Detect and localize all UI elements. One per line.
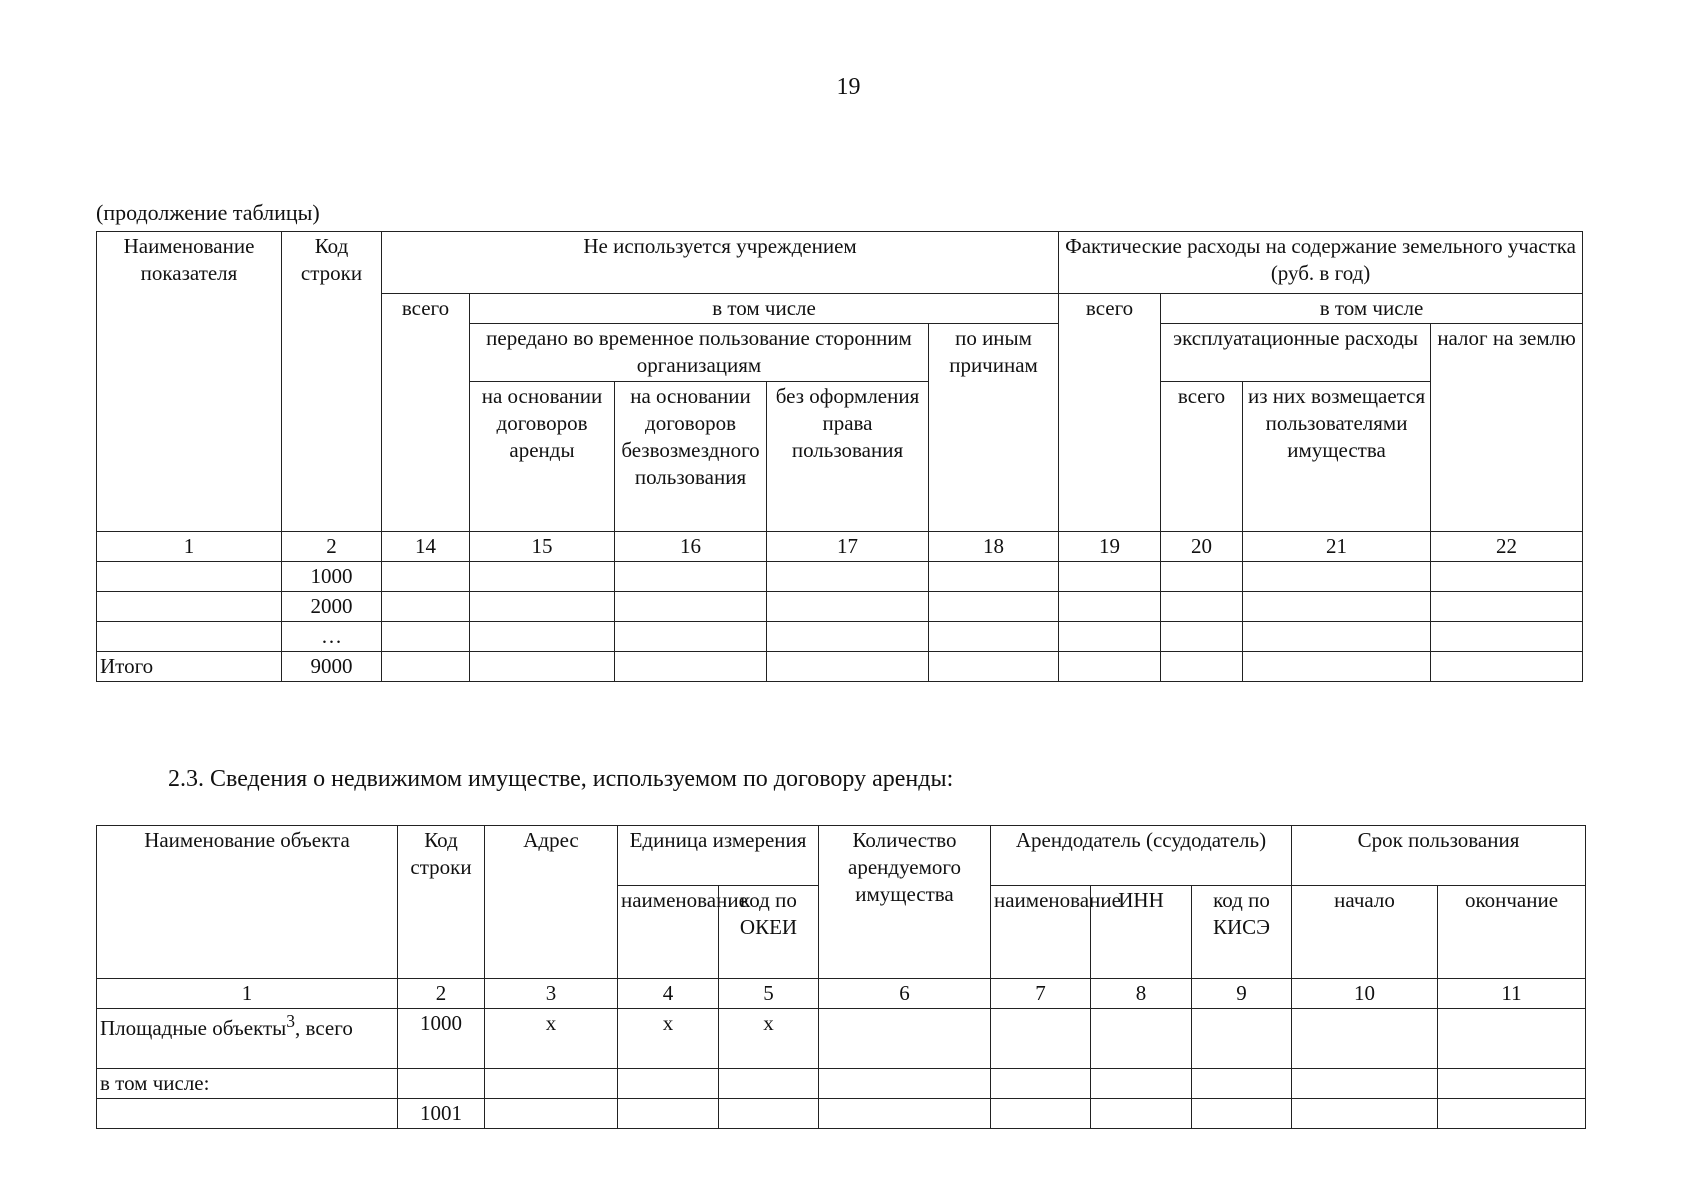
header-expenses-including: в том числе (1161, 294, 1583, 324)
page-number: 19 (836, 74, 861, 100)
header-inn: ИНН (1091, 886, 1192, 979)
header-transferred: передано во временное пользование сторонним организациям (470, 324, 929, 382)
row-name (97, 1098, 398, 1128)
header-address: Адрес (485, 826, 618, 979)
row-name-main: Площадные объекты (100, 1016, 287, 1040)
column-number: 8 (1091, 979, 1192, 1009)
row-name (97, 562, 282, 592)
header-lessor-name: наименование (991, 886, 1091, 979)
column-number: 21 (1243, 532, 1431, 562)
column-number: 7 (991, 979, 1091, 1009)
column-number: 1 (97, 532, 282, 562)
header-without-registration: без оформления права пользования (767, 382, 929, 532)
row-name (97, 1009, 398, 1069)
column-number: 11 (1438, 979, 1586, 1009)
header-unit: Единица измерения (618, 826, 819, 886)
column-number: 1 (97, 979, 398, 1009)
header-not-used: Не используется учреждением (382, 232, 1059, 294)
column-number-row (97, 979, 1586, 1009)
table-row (97, 592, 1583, 622)
header-expenses-total: всего (1059, 294, 1161, 532)
column-number: 3 (485, 979, 618, 1009)
column-number: 15 (470, 532, 615, 562)
header-land-tax: налог на землю (1431, 324, 1583, 532)
header-total: всего (382, 294, 470, 532)
header-object-name: Наименование объекта (97, 826, 398, 979)
header-quantity: Количество арендуемого имущества (819, 826, 991, 979)
row-name: в том числе: (97, 1069, 398, 1099)
unit-okei-cell: х (719, 1009, 819, 1069)
header-operating-total: всего (1161, 382, 1243, 532)
column-number: 4 (618, 979, 719, 1009)
table-row (97, 1098, 1586, 1128)
column-number: 6 (819, 979, 991, 1009)
column-number: 18 (929, 532, 1059, 562)
row-code: 2000 (282, 592, 382, 622)
header-indicator-name: Наименование показателя (97, 232, 282, 532)
row-name: Итого (97, 652, 282, 682)
section-title: 2.3. Сведения о недвижимом имуществе, используемом по договору аренды: (168, 766, 954, 792)
table-row (97, 1069, 1586, 1099)
column-number: 20 (1161, 532, 1243, 562)
header-including: в том числе (470, 294, 1059, 324)
table-row (97, 622, 1583, 652)
unit-name-cell: х (618, 1009, 719, 1069)
row-code: 9000 (282, 652, 382, 682)
column-number: 17 (767, 532, 929, 562)
column-number: 9 (1192, 979, 1292, 1009)
header-unit-okei: код по ОКЕИ (719, 886, 819, 979)
land-plot-table (96, 231, 1583, 682)
header-operating-expenses: эксплуатационные расходы (1161, 324, 1431, 382)
header-unit-name: наименование (618, 886, 719, 979)
footnote-mark: 3 (286, 1011, 296, 1031)
header-reimbursed: из них возмещается пользователями имущества (1243, 382, 1431, 532)
header-row-code: Код строки (398, 826, 485, 979)
row-code: 1001 (398, 1098, 485, 1128)
row-code: … (282, 622, 382, 652)
table-row-total (97, 652, 1583, 682)
row-code: 1000 (398, 1009, 485, 1069)
column-number: 19 (1059, 532, 1161, 562)
header-start: начало (1292, 886, 1438, 979)
column-number: 16 (615, 532, 767, 562)
header-other-reasons: по иным причинам (929, 324, 1059, 532)
column-number: 2 (398, 979, 485, 1009)
column-number: 5 (719, 979, 819, 1009)
header-term: Срок пользования (1292, 826, 1586, 886)
table-continuation-label: (продолжение таблицы) (96, 200, 320, 225)
header-end: окончание (1438, 886, 1586, 979)
row-name (97, 622, 282, 652)
row-code (398, 1069, 485, 1099)
column-number: 22 (1431, 532, 1583, 562)
header-lessor: Арендодатель (ссудодатель) (991, 826, 1292, 886)
header-actual-expenses: Фактические расходы на содержание земельного участка (руб. в год) (1059, 232, 1583, 294)
header-lease-agreements: на основании договоров аренды (470, 382, 615, 532)
row-name (97, 592, 282, 622)
address-cell: х (485, 1009, 618, 1069)
row-name-rest: , всего (295, 1016, 353, 1040)
table-row (97, 562, 1583, 592)
leased-property-table (96, 825, 1586, 1129)
table-row (97, 1009, 1586, 1069)
column-number: 14 (382, 532, 470, 562)
header-free-use-agreements: на основании договоров безвозмездного пользования (615, 382, 767, 532)
column-number-row (97, 532, 1583, 562)
header-row-code: Код строки (282, 232, 382, 532)
column-number: 2 (282, 532, 382, 562)
header-kise: код по КИСЭ (1192, 886, 1292, 979)
column-number: 10 (1292, 979, 1438, 1009)
row-code: 1000 (282, 562, 382, 592)
